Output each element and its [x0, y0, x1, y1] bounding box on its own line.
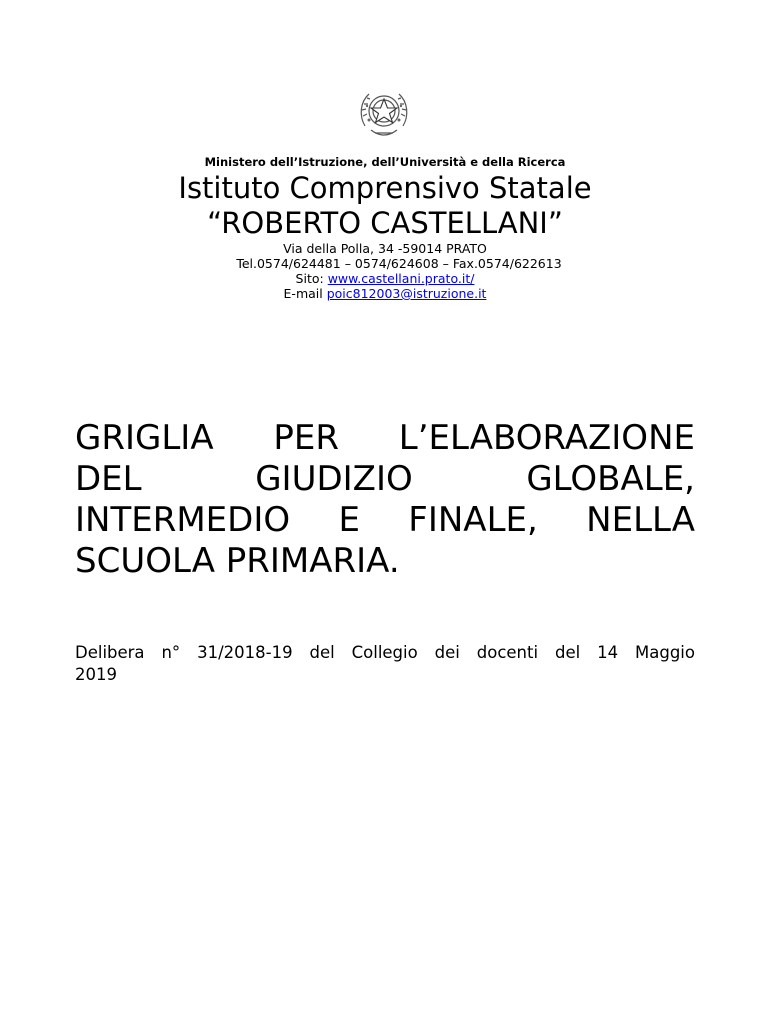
institute-name: Istituto Comprensivo Statale: [178, 171, 592, 205]
school-name: “ROBERTO CASTELLANI”: [207, 206, 563, 240]
email-line: [0, 286, 770, 301]
website-line: [0, 271, 770, 286]
document-title: [75, 418, 695, 582]
title-line-2: DEL GIUDIZIO GLOBALE,: [75, 459, 695, 499]
title-line-3: INTERMEDIO E FINALE, NELLA: [75, 500, 695, 540]
italian-republic-emblem-icon: [357, 86, 411, 142]
ministry-line: Ministero dell’Istruzione, dell’Università e della Ricerca: [204, 155, 566, 169]
email-label: E-mail: [283, 286, 327, 301]
phone-fax-line: Tel.0574/624481 – 0574/624608 – Fax.0574/622613: [236, 256, 562, 271]
address-line: Via della Polla, 34 -59014 PRATO: [283, 241, 487, 256]
delibera-line-1: Delibera n° 31/2018-19 del Collegio dei docenti del 14 Maggio: [75, 643, 695, 662]
delibera-paragraph: [75, 642, 695, 686]
website-label: Sito:: [295, 271, 328, 286]
title-line-1: GRIGLIA PER L’ELABORAZIONE: [75, 418, 695, 458]
delibera-line-2: 2019: [75, 665, 117, 684]
title-line-4: SCUOLA PRIMARIA.: [75, 541, 400, 581]
website-link[interactable]: www.castellani.prato.it/: [327, 271, 475, 286]
email-link[interactable]: poic812003@istruzione.it: [326, 286, 487, 301]
